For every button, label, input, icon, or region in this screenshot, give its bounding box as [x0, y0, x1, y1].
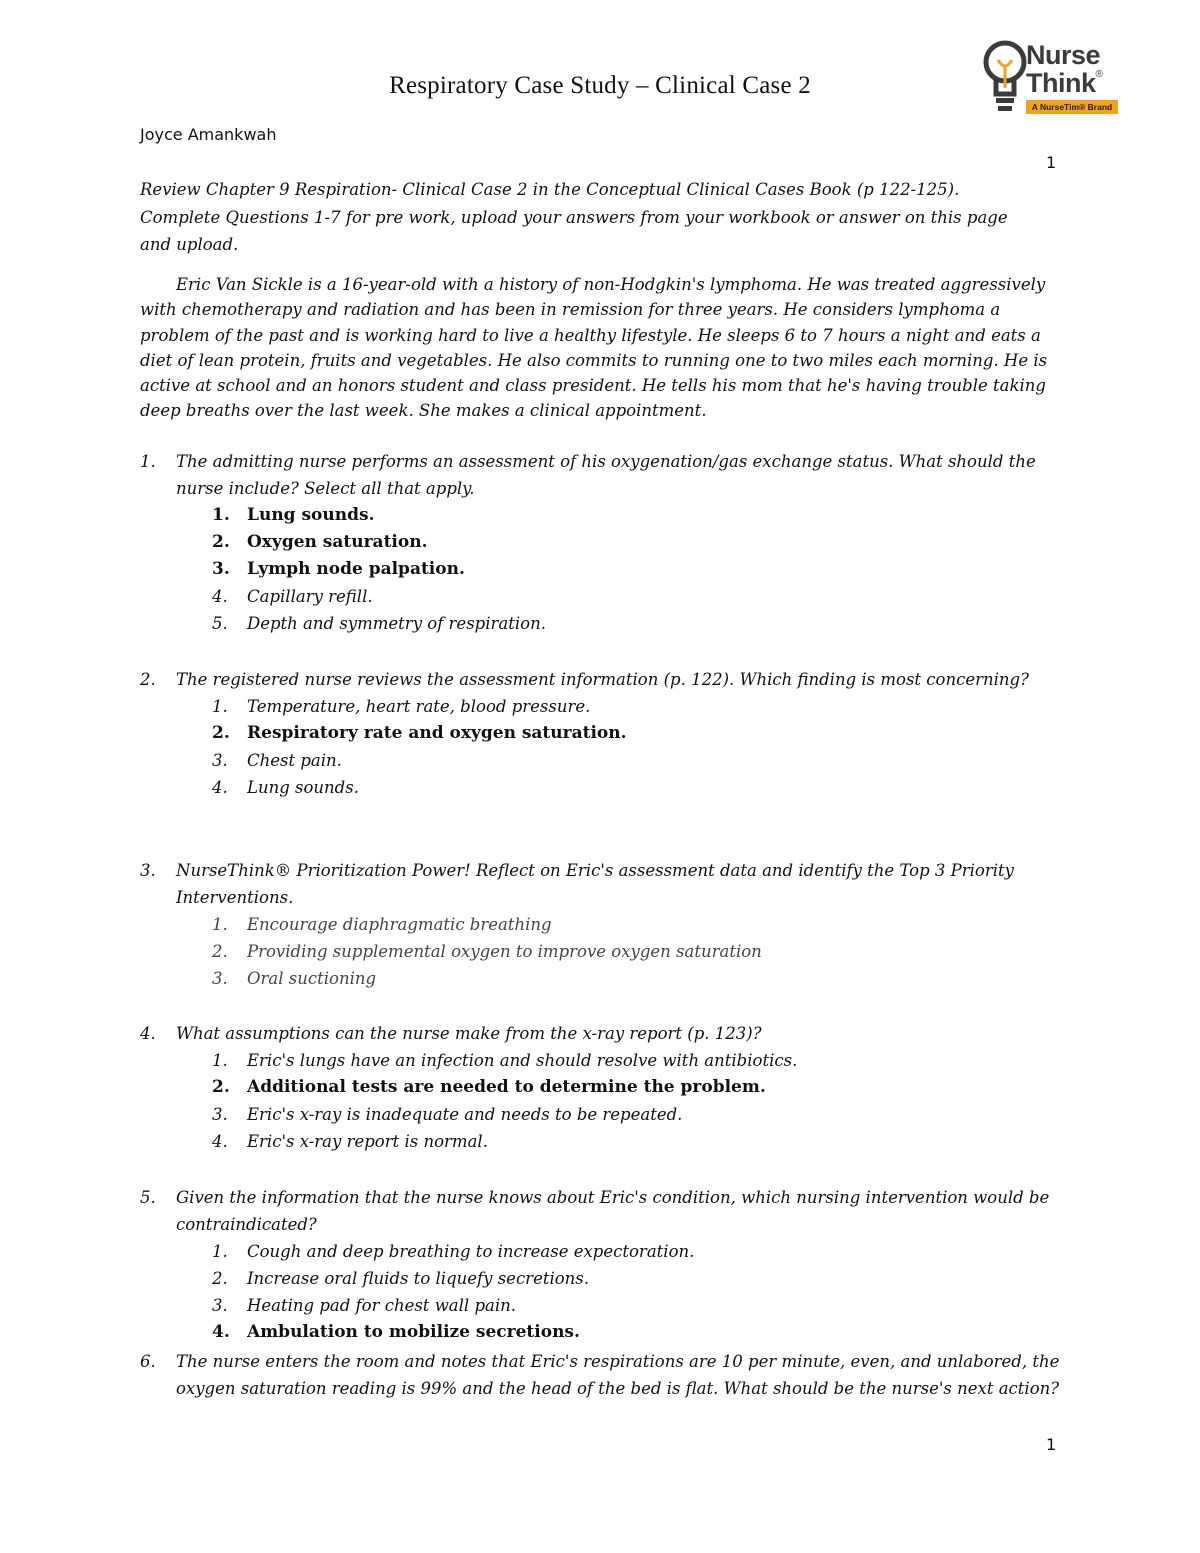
option-list: [140, 1047, 1070, 1155]
question-number: 2.: [140, 670, 156, 689]
lightbulb-icon: [982, 38, 1028, 116]
question-number: 3.: [140, 861, 156, 880]
answer-option: 3. Heating pad for chest wall pain.: [212, 1296, 516, 1315]
question-stem: 2. The registered nurse reviews the assessment information (p. 122). Which finding is most concerning?: [140, 666, 1070, 693]
question-1: [140, 448, 1070, 637]
nursethink-logo: [968, 34, 1126, 120]
page-number-footer: 1: [1046, 1435, 1057, 1454]
question-3: [140, 857, 1070, 992]
answer-option: 1. Cough and deep breathing to increase expectoration.: [212, 1242, 695, 1261]
question-2: [140, 666, 1070, 801]
question-5: [140, 1184, 1070, 1346]
answer-option: 2. Providing supplemental oxygen to improve oxygen saturation: [212, 942, 762, 961]
question-4: [140, 1020, 1070, 1155]
logo-tagline: A NurseTim® Brand: [1026, 100, 1118, 114]
option-list: [140, 911, 1070, 992]
question-number: 5.: [140, 1188, 156, 1207]
question-stem: 4. What assumptions can the nurse make from the x-ray report (p. 123)?: [140, 1020, 1070, 1047]
answer-option: 1. Encourage diaphragmatic breathing: [212, 915, 552, 934]
logo-word-nurse: Nurse: [1026, 40, 1101, 70]
question-number: 1.: [140, 452, 156, 471]
question-number: 4.: [140, 1024, 156, 1043]
question-stem: 3. NurseThink® Prioritization Power! Reflect on Eric's assessment data and identify the Top 3 Priority Interventions.: [140, 857, 1070, 911]
answer-option: 1. Lung sounds.: [212, 505, 375, 525]
answer-option: 2. Respiratory rate and oxygen saturation.: [212, 723, 627, 743]
answer-option: 4. Lung sounds.: [212, 778, 359, 797]
option-list: [140, 502, 1070, 637]
answer-option: 4. Ambulation to mobilize secretions.: [212, 1322, 580, 1342]
option-list: [140, 693, 1070, 801]
question-stem: 1. The admitting nurse performs an assessment of his oxygenation/gas exchange status. What should the nurse include? Select all that apply.: [140, 448, 1070, 502]
answer-option: 5. Depth and symmetry of respiration.: [212, 614, 546, 633]
answer-option: 1. Temperature, heart rate, blood pressure.: [212, 697, 591, 716]
case-scenario-paragraph: Eric Van Sickle is a 16-year-old with a history of non-Hodgkin's lymphoma. He was treated aggressively with chemotherapy and radiation and has been in remission for three years. He considers lymphoma a problem of the past and is working hard to live a healthy lifestyle. He sleeps 6 to 7 hours a night and eats a diet of lean protein, fruits and vegetables. He also commits to running one to two miles each morning. He is active at school and an honors student and class president. He tells his mom that he's having trouble taking deep breaths over the last week. She makes a clinical appointment.: [140, 275, 1048, 421]
logo-word-think: Think®: [1026, 68, 1103, 98]
answer-option: 3. Oral suctioning: [212, 969, 377, 988]
question-stem: 5. Given the information that the nurse knows about Eric's condition, which nursing intervention would be contraindicated?: [140, 1184, 1070, 1238]
answer-option: 3. Chest pain.: [212, 751, 342, 770]
question-number: 6.: [140, 1352, 156, 1371]
author-name: Joyce Amankwah: [140, 125, 277, 144]
answer-option: 2. Oxygen saturation.: [212, 532, 428, 552]
answer-option: 4. Eric's x-ray report is normal.: [212, 1132, 488, 1151]
page-number: 1: [1046, 153, 1057, 172]
answer-option: 2. Additional tests are needed to determine the problem.: [212, 1077, 766, 1097]
answer-option: 1. Eric's lungs have an infection and should resolve with antibiotics.: [212, 1051, 798, 1070]
document-title: Respiratory Case Study – Clinical Case 2: [389, 72, 811, 99]
instructions-paragraph: Review Chapter 9 Respiration- Clinical Case 2 in the Conceptual Clinical Cases Book (p 122-125). Complete Questions 1-7 for pre work, upload your answers from your workbook or answer on this page and upload.: [140, 180, 1008, 254]
answer-option: 2. Increase oral fluids to liquefy secretions.: [212, 1269, 590, 1288]
answer-option: 3. Eric's x-ray is inadequate and needs to be repeated.: [212, 1105, 683, 1124]
answer-option: 4. Capillary refill.: [212, 587, 373, 606]
answer-option: 3. Lymph node palpation.: [212, 559, 465, 579]
option-list: [140, 1238, 1070, 1346]
question-stem: 6. The nurse enters the room and notes that Eric's respirations are 10 per minute, even, and unlabored, the oxygen saturation reading is 99% and the head of the bed is flat. What should be the nurse's next action?: [140, 1348, 1070, 1402]
question-6: [140, 1348, 1070, 1402]
